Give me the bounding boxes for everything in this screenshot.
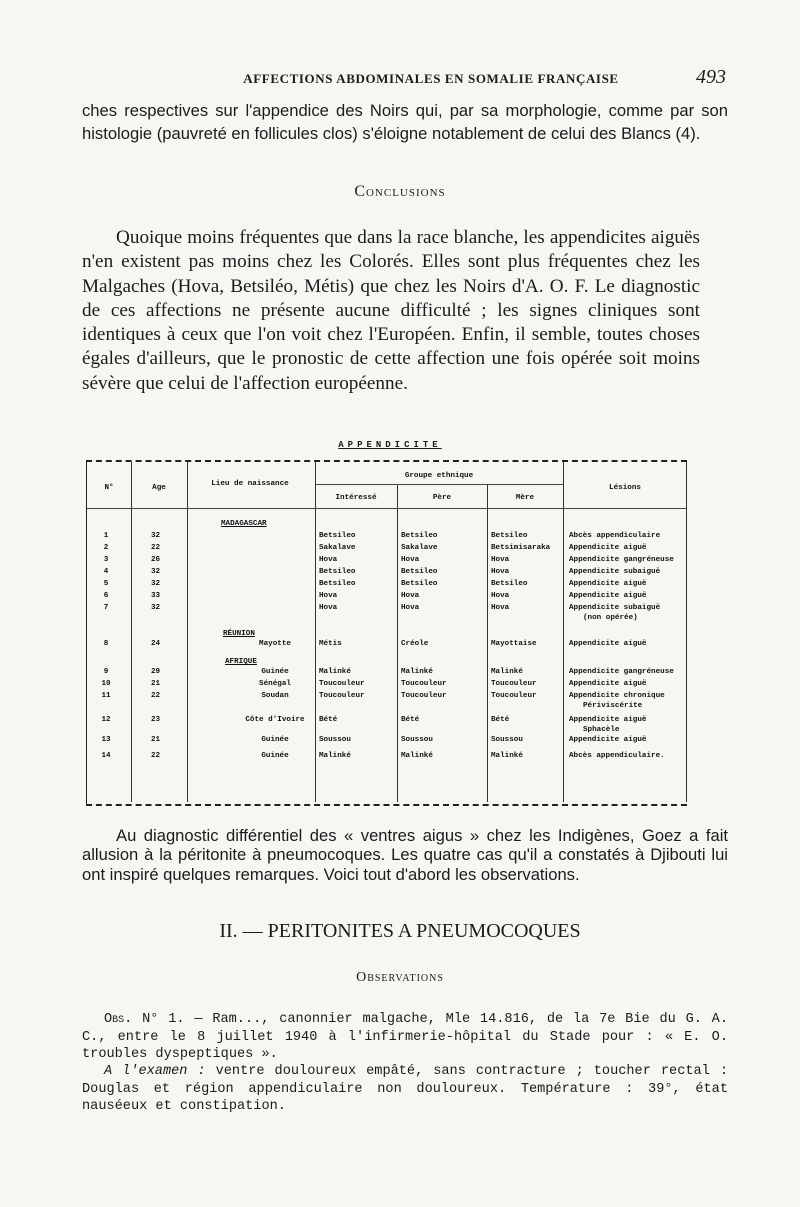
cell-interesse: Betsileo	[319, 568, 356, 576]
cell-pere: Bété	[401, 716, 420, 724]
table-row	[87, 580, 687, 592]
cell-interesse: Hova	[319, 592, 338, 600]
cell-pere: Malinké	[401, 668, 433, 676]
cell-lesions: Abcès appendiculaire.	[569, 752, 665, 760]
cell-interesse: Betsileo	[319, 580, 356, 588]
cell-mere: Hova	[491, 568, 510, 576]
cell-interesse: Soussou	[319, 736, 351, 744]
chapter-title: II. — PERITONITES A PNEUMOCOQUES	[219, 920, 581, 942]
header-groupe: Groupe ethnique	[404, 472, 474, 480]
header-mere: Mère	[515, 494, 535, 502]
header-num: N°	[104, 484, 114, 492]
cell-lesions: Appendicite aiguë	[569, 716, 647, 724]
cell-pere: Toucouleur	[401, 680, 447, 688]
cell-num: 6	[103, 592, 109, 600]
cell-pere: Betsileo	[401, 532, 438, 540]
cell-lesions: Appendicite chronique	[569, 692, 665, 700]
cell-pere: Malinké	[401, 752, 433, 760]
cell-num: 14	[101, 752, 111, 760]
exam-text: ventre douloureux empâté, sans contracture ; toucher rectal : Douglas et région appendiculaire non douloureux. Température : 39°, état nauséeux et constipation.	[82, 1064, 728, 1114]
cell-lesions: Appendicite subaiguë	[569, 604, 661, 612]
cell-lesions-detail: Périviscérite	[583, 702, 643, 710]
cell-lieu: Côte d'Ivoire	[245, 716, 305, 724]
cell-pere: Betsileo	[401, 568, 438, 576]
cell-age: 23	[151, 716, 161, 724]
table-rule	[563, 462, 564, 802]
cell-pere: Hova	[401, 592, 420, 600]
cell-num: 3	[103, 556, 109, 564]
table-rule	[87, 508, 687, 509]
cell-num: 7	[103, 604, 109, 612]
cell-lesions-detail: (non opérée)	[583, 614, 638, 622]
page-number: 493	[696, 66, 726, 88]
examen-paragraph	[82, 1063, 728, 1116]
cell-pere: Hova	[401, 604, 420, 612]
table-row	[87, 640, 687, 652]
cell-lesions: Appendicite aiguë	[569, 736, 647, 744]
table-row	[87, 532, 687, 544]
header-lieu: Lieu de naissance	[211, 480, 289, 488]
cell-lieu: Soudan	[261, 692, 289, 700]
diagnostic-paragraph: Au diagnostic différentiel des « ventres aigus » chez les Indigènes, Goez a fait allusion à la péritonite à pneumocoques. Les quatre cas qu'il a constatés à Djibouti lui ont inspiré quelques remarques. Voici tout d'abord les observations.	[82, 826, 728, 884]
table-rule	[315, 462, 316, 802]
table-row	[87, 736, 687, 748]
header-pere: Père	[432, 494, 452, 502]
cell-interesse: Hova	[319, 604, 338, 612]
cell-interesse: Betsileo	[319, 532, 356, 540]
table-row	[87, 592, 687, 604]
conclusions-paragraph: Quoique moins fréquentes que dans la race blanche, les appendicites aiguës n'en existent pas moins chez les Colorés. Elles sont plus fréquentes chez les Malgaches (Hova, Betsiléo, Métis) que chez les Noirs d'A. O. F. Le diagnostic de ces affections ne présente aucune difficulté ; les signes cliniques sont identiques à ceux que l'on voit chez l'Européen. Enfin, il semble, toutes choses égales d'ailleurs, que le pronostic de cette affection une fois opérée soit moins sévère que celui de l'affection européenne.	[82, 227, 700, 394]
cell-age: 32	[151, 568, 161, 576]
table-row	[87, 604, 687, 622]
cell-pere: Sakalave	[401, 544, 438, 552]
cell-lieu: Sénégal	[259, 680, 291, 688]
obs1-text: N° 1. — Ram..., canonnier malgache, Mle 14.816, de la 7e Bie du G. A. C., entre le 8 juillet 1940 à l'infirmerie-hôpital du Stade pour : « E. O. troubles dyspeptiques ».	[82, 1012, 728, 1062]
cell-age: 32	[151, 604, 161, 612]
cell-mere: Toucouleur	[491, 680, 537, 688]
cell-age: 22	[151, 752, 161, 760]
table-rule	[131, 462, 132, 802]
cell-mere: Betsimisaraka	[491, 544, 551, 552]
cell-lesions: Appendicite gangréneuse	[569, 556, 674, 564]
table-rule	[686, 462, 687, 802]
cell-num: 8	[103, 640, 109, 648]
region-label: AFRIQUE	[225, 658, 257, 666]
cell-num: 9	[103, 668, 109, 676]
exam-label: A l'examen :	[104, 1064, 206, 1079]
cell-pere: Soussou	[401, 736, 433, 744]
cell-mere: Malinké	[491, 668, 523, 676]
cell-lesions-detail: Sphacèle	[583, 726, 620, 734]
cell-lesions: Abcès appendiculaire	[569, 532, 661, 540]
cell-pere: Toucouleur	[401, 692, 447, 700]
cell-age: 32	[151, 580, 161, 588]
cell-num: 4	[103, 568, 109, 576]
page-header	[86, 66, 726, 89]
region-label: RÉUNION	[223, 630, 255, 638]
cell-pere: Hova	[401, 556, 420, 564]
cell-num: 2	[103, 544, 109, 552]
region-label: MADAGASCAR	[221, 520, 267, 528]
cell-mere: Bété	[491, 716, 510, 724]
table-row	[87, 668, 687, 680]
cell-age: 32	[151, 532, 161, 540]
table-row	[87, 568, 687, 580]
cell-age: 29	[151, 668, 161, 676]
observations-heading: Observations	[356, 970, 444, 985]
cell-lesions: Appendicite aiguë	[569, 640, 647, 648]
cell-age: 21	[151, 680, 161, 688]
cell-mere: Hova	[491, 604, 510, 612]
cell-mere: Mayottaise	[491, 640, 537, 648]
cell-age: 22	[151, 544, 161, 552]
header-age: Age	[152, 484, 166, 492]
cell-num: 12	[101, 716, 111, 724]
cell-interesse: Métis	[319, 640, 342, 648]
cell-num: 13	[101, 736, 111, 744]
running-title: AFFECTIONS ABDOMINALES EN SOMALIE FRANÇAISE	[243, 71, 619, 86]
cell-interesse: Sakalave	[319, 544, 356, 552]
cell-mere: Hova	[491, 592, 510, 600]
cell-age: 33	[151, 592, 161, 600]
cell-lesions: Appendicite aiguë	[569, 680, 647, 688]
appendicite-table	[86, 460, 687, 806]
cell-num: 1	[103, 532, 109, 540]
cell-interesse: Malinké	[319, 668, 351, 676]
cell-lesions: Appendicite gangréneuse	[569, 668, 674, 676]
cell-pere: Betsileo	[401, 580, 438, 588]
observation-1	[82, 1011, 728, 1064]
cell-num: 5	[103, 580, 109, 588]
conclusions-heading: Conclusions	[354, 183, 446, 200]
cell-lieu: Guinée	[261, 752, 289, 760]
cell-mere: Malinké	[491, 752, 523, 760]
intro-paragraph: ches respectives sur l'appendice des Noirs qui, par sa morphologie, comme par son histologie (pauvreté en follicules clos) s'éloigne notablement de celui des Blancs (4).	[82, 101, 728, 143]
table-row	[87, 680, 687, 692]
cell-lesions: Appendicite aiguë	[569, 580, 647, 588]
cell-interesse: Hova	[319, 556, 338, 564]
cell-age: 22	[151, 692, 161, 700]
cell-lieu: Mayotte	[259, 640, 291, 648]
cell-mere: Betsileo	[491, 532, 528, 540]
cell-lesions: Appendicite aiguë	[569, 592, 647, 600]
table-rule	[315, 484, 563, 485]
obs-label: Obs.	[104, 1012, 133, 1027]
cell-mere: Betsileo	[491, 580, 528, 588]
table-row	[87, 752, 687, 764]
table-row	[87, 716, 687, 734]
cell-age: 26	[151, 556, 161, 564]
cell-lieu: Guinée	[261, 736, 289, 744]
cell-interesse: Toucouleur	[319, 692, 365, 700]
cell-interesse: Toucouleur	[319, 680, 365, 688]
header-interesse: Intéressé	[335, 494, 377, 502]
cell-interesse: Malinké	[319, 752, 351, 760]
table-row	[87, 692, 687, 710]
cell-num: 10	[101, 680, 111, 688]
cell-mere: Hova	[491, 556, 510, 564]
cell-lesions: Appendicite subaiguë	[569, 568, 661, 576]
cell-interesse: Bété	[319, 716, 338, 724]
cell-num: 11	[101, 692, 111, 700]
cell-lesions: Appendicite aiguë	[569, 544, 647, 552]
cell-mere: Soussou	[491, 736, 523, 744]
header-lesions: Lésions	[609, 484, 641, 492]
cell-mere: Toucouleur	[491, 692, 537, 700]
table-title: APPENDICITE	[338, 440, 442, 450]
cell-age: 21	[151, 736, 161, 744]
cell-lieu: Guinée	[261, 668, 289, 676]
cell-age: 24	[151, 640, 161, 648]
table-row	[87, 556, 687, 568]
cell-pere: Créole	[401, 640, 429, 648]
table-rule	[187, 462, 188, 802]
table-row	[87, 544, 687, 556]
